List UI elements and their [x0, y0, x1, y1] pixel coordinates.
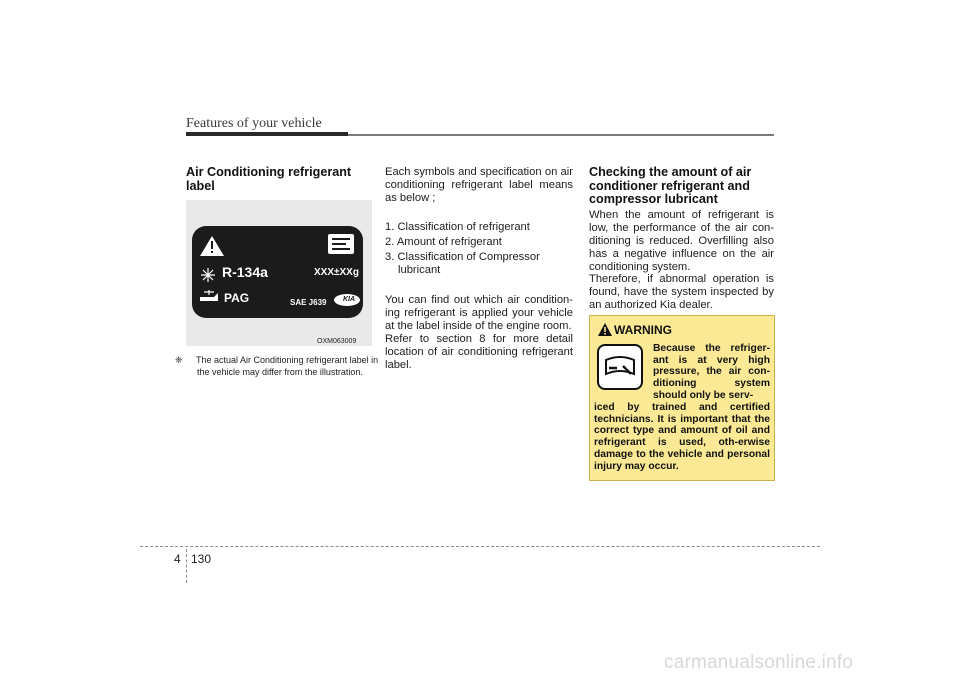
section-title: Features of your vehicle	[186, 116, 322, 131]
label-refrigerant-type: R-134a	[222, 264, 268, 280]
list-item: 2. Amount of refrigerant	[385, 236, 502, 248]
checking-heading: Checking the amount of air conditioner refrigerant and compressor lubricant	[589, 165, 752, 206]
figure-code: OXM063009	[317, 338, 357, 345]
note-symbol: ❈	[175, 355, 183, 365]
warning-triangle-icon	[200, 236, 224, 256]
kia-logo-text: KIA	[343, 296, 356, 303]
label-refrigerant-amount: XXX±XXg	[314, 267, 359, 278]
watermark: carmanualsonline.info	[664, 652, 854, 673]
refrigerant-snowflake-icon	[201, 268, 215, 282]
header-rule-accent	[186, 132, 348, 136]
list-item: 1. Classification of refrigerant	[385, 221, 530, 233]
label-lubricant-type: PAG	[224, 291, 250, 305]
footer-rule	[140, 546, 820, 547]
warning-text-bottom: iced by trained and certified technicians. It is important that the correct type and amount of oil and refrigerant is used, oth-erwise damage to the vehicle and personal injury may occur.	[594, 402, 770, 472]
oil-can-icon	[200, 290, 218, 301]
checking-paragraph-2: Therefore, if abnormal operation is found, have the system inspected by an authorized Kia dealer.	[589, 273, 774, 311]
service-manual-icon	[328, 234, 354, 254]
warning-text-top: Because the refriger-ant is at very high pressure, the air con-ditioning system should only be serv-	[653, 343, 770, 401]
warning-triangle-icon	[598, 323, 612, 336]
figure-note	[175, 354, 383, 378]
label-heading: Air Conditioning refrigerant label	[186, 165, 352, 193]
chapter-number: 4	[174, 552, 181, 566]
label-standard: SAE J639	[290, 298, 327, 307]
checking-paragraph-1: When the amount of refrigerant is low, the performance of the air con-ditioning is reduced. Overfilling also has a negative influence on the air conditioning system.	[589, 209, 774, 273]
label-symbol-list	[385, 221, 573, 279]
label-location-paragraph: You can find out which air condition-ing refrigerant is applied your vehicle at the label inside of the engine room.	[385, 294, 573, 332]
service-manual-icon	[597, 344, 643, 390]
page-number: 130	[191, 552, 212, 566]
label-reference-paragraph: Refer to section 8 for more detail location of air conditioning refrigerant label.	[385, 333, 573, 371]
footer-divider	[186, 549, 187, 583]
note-text: The actual Air Conditioning refrigerant label in the vehicle may differ from the illustration.	[196, 355, 379, 377]
warning-title: WARNING	[614, 323, 672, 337]
label-intro-paragraph: Each symbols and specification on air conditioning refrigerant label means as below ;	[385, 166, 573, 204]
list-item: 3. Classification of Compressor lubricant	[385, 251, 540, 276]
